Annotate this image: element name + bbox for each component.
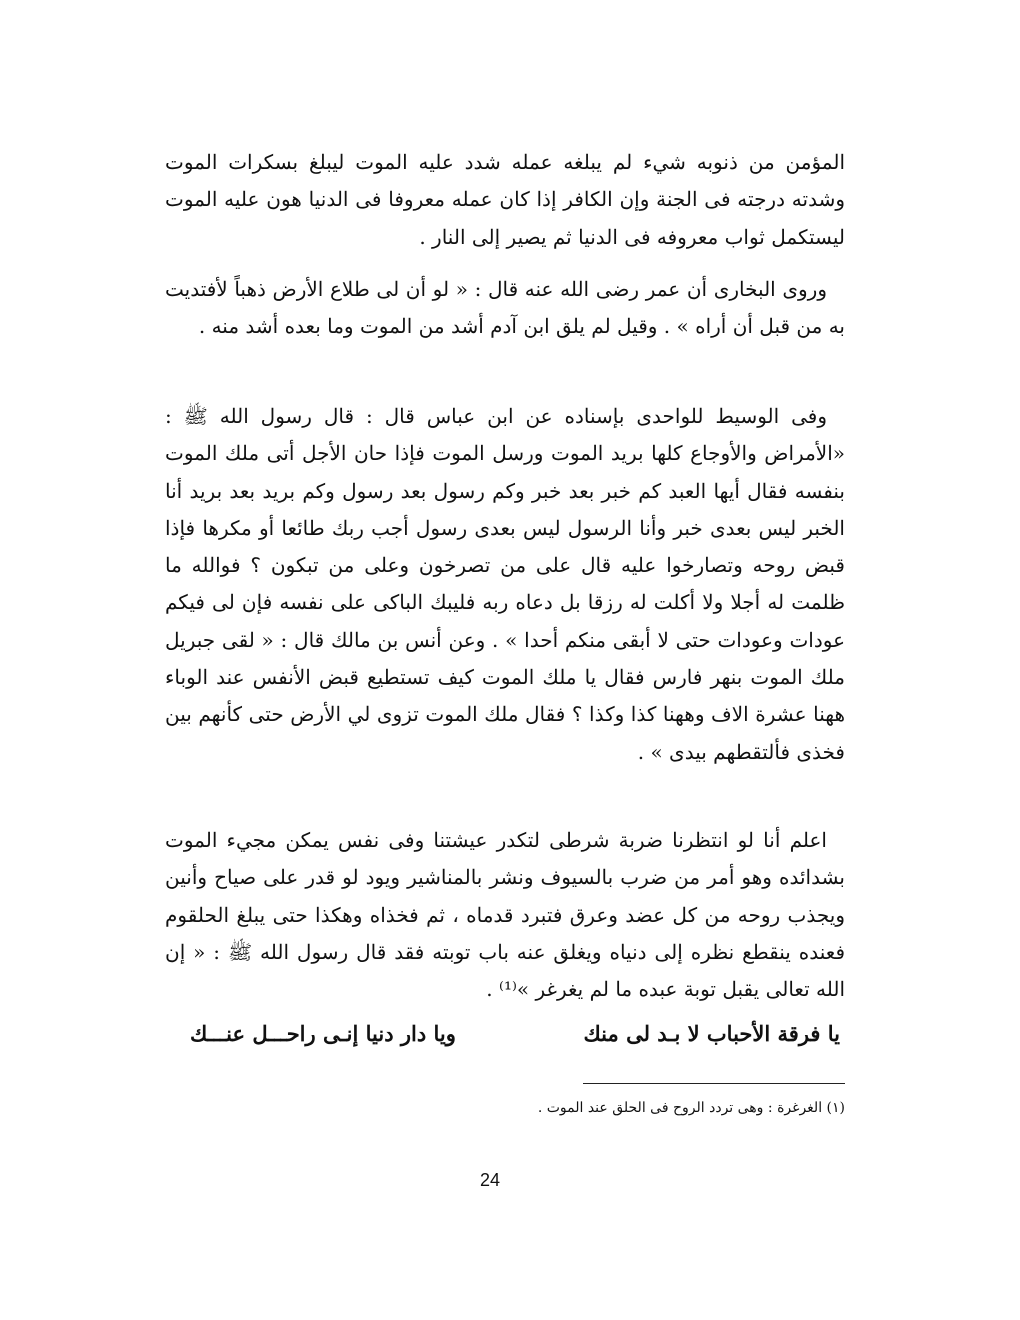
body-paragraph: اعلم أنا لو انتظرنا ضربة شرطى لتكدر عيشتنا وفى نفس يمكن مجيء الموت بشدائده وهو أمر من ضرب بالسيوف ونشر بالمناشير ويود لو قدر على صياح وأنين ويجذب روحه من كل عضد وعرق فتبرد قدماه ، ثم فخذاه وهكذا حتى يبلغ الحلقوم فعنده ينقطع نظره إلى دنياه ويغلق عنه باب توبته فقد قال رسول الله ﷺ : « إن الله تعالى يقبل توبة عبده ما لم يغرغر »⁽¹⁾ . (165, 828, 845, 1002)
page-number: 24 (479, 1170, 501, 1190)
footnote-separator (583, 1083, 845, 1084)
verse-first-hemistich: يا فرقة الأحباب لا بـد لى منك (583, 1021, 840, 1046)
body-paragraph: المؤمن من ذنوبه شيء لم يبلغه عمله شدد عليه الموت ليبلغ بسكرات الموت وشدته درجته فى الجنة وإن الكافر إذا كان عمله معروفا فى الدنيا هون عليه الموت ليستكمل ثواب معروفه فى الدنيا ثم يصير إلى النار . (165, 150, 845, 249)
verse-second-hemistich: ويا دار دنيا إنـى راحـــل عنـــك (190, 1021, 456, 1046)
poetry-verse (190, 1014, 840, 1054)
footnote: (١) الغرغرة : وهى تردد الروح فى الحلق عند الموت . (537, 1100, 845, 1116)
body-paragraph: وروى البخارى أن عمر رضى الله عنه قال : « لو أن لى طلاع الأرض ذهباً لأفتديت به من قبل أن أراه » . وقيل لم يلق ابن آدم أشد من الموت وما بعده أشد منه . (165, 277, 845, 339)
body-paragraph: وفى الوسيط للواحدى بإسناده عن ابن عباس قال : قال رسول الله ﷺ : «الأمراض والأوجاع كلها بريد الموت ورسل الموت فإذا حان الأجل أتى ملك الموت بنفسه فقال أيها العبد كم خبر بعد خبر وكم رسول بعد رسول وكم بريد بعد بريد أنا الخبر ليس بعدى خبر وأنا الرسول ليس بعدى رسول أجب ربك طائعا أو مكرها فإذا قبض روحه وتصارخوا عليه قال على من تصرخون وعلى من تبكون ؟ فوالله ما ظلمت له أجلا ولا أكلت له رزقا بل دعاه ربه فليبك الباكى على نفسه فإن لى فيكم عودات وعودات حتى لا أبقى منكم أحدا » . وعن أنس بن مالك قال : « لقى جبريل ملك الموت بنهر فارس فقال يا ملك الموت كيف تستطيع قبض الأنفس عند الوباء ههنا عشرة الاف وههنا كذا وكذا ؟ فقال ملك الموت تزوى لي الأرض حتى كأنهم بين فخذى فألتقطهم بيدى » . (165, 404, 845, 764)
